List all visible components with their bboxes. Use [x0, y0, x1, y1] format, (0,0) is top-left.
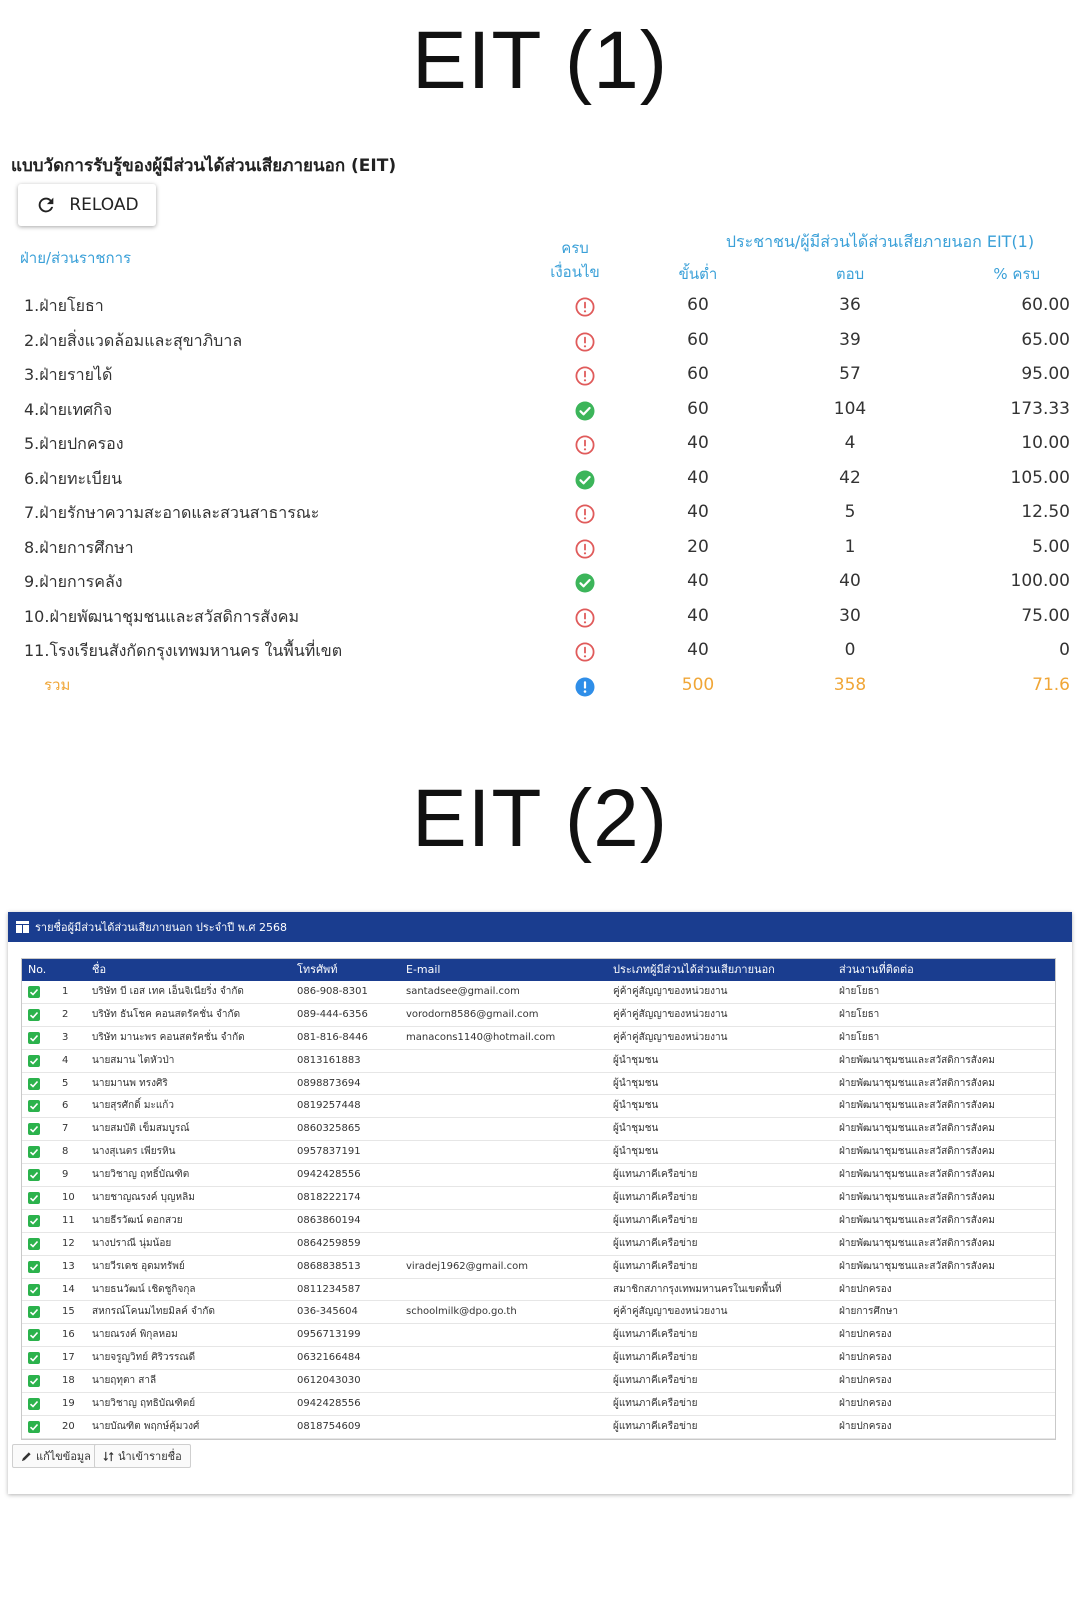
- check-icon[interactable]: [28, 1100, 40, 1112]
- cell-name: นายธีรวัฒน์ ดอกสวย: [92, 1214, 183, 1226]
- grid-header: [22, 959, 1055, 981]
- department-row: [0, 633, 1080, 668]
- table-row[interactable]: [22, 1233, 1055, 1256]
- cell-type: ผู้นำชุมชน: [613, 1054, 659, 1066]
- table-row[interactable]: [22, 1141, 1055, 1164]
- answered-value: 36: [839, 295, 861, 315]
- answered-value: 4: [844, 433, 856, 453]
- cell-tel: 081-816-8446: [297, 1031, 368, 1043]
- cell-type: คู่ค้าคู่สัญญาของหน่วยงาน: [613, 1031, 728, 1043]
- cell-dept: ฝ่ายปกครอง: [839, 1375, 892, 1387]
- stakeholder-grid: [21, 958, 1056, 1440]
- check-icon[interactable]: [28, 1009, 40, 1021]
- cell-dept: ฝ่ายพัฒนาชุมชนและสวัสดิการสังคม: [839, 1146, 995, 1158]
- cell-type: ผู้แทนภาคีเครือข่าย: [613, 1237, 698, 1249]
- minimum-value: 40: [687, 502, 709, 522]
- department-name: 4.ฝ่ายเทศกิจ: [24, 399, 113, 419]
- department-row: [0, 599, 1080, 634]
- cell-name: นายบัณฑิต พฤกษ์คุ้มวงศ์: [92, 1420, 200, 1432]
- cell-email: schoolmilk@dpo.go.th: [406, 1306, 517, 1318]
- check-icon[interactable]: [28, 1329, 40, 1341]
- table-row[interactable]: [22, 1324, 1055, 1347]
- cell-dept: ฝ่ายปกครอง: [839, 1283, 892, 1295]
- check-icon[interactable]: [28, 1215, 40, 1227]
- answered-value: 42: [839, 467, 861, 488]
- answered-value: 358: [833, 674, 867, 695]
- cell-dept: ฝ่ายพัฒนาชุมชนและสวัสดิการสังคม: [839, 1237, 995, 1249]
- condition-status: [575, 539, 595, 559]
- cell-no: 1: [62, 986, 69, 997]
- cell-no: 13: [62, 1260, 75, 1272]
- cell-no: 2: [62, 1008, 69, 1020]
- table-row[interactable]: [22, 1118, 1055, 1141]
- department-name: 5.ฝ่ายปกครอง: [24, 434, 124, 453]
- percent-value: 65.00: [1021, 329, 1070, 350]
- panel-title: รายชื่อผู้มีส่วนได้ส่วนเสียภายนอก ประจำปี พ.ศ 2568: [35, 921, 287, 934]
- cell-name: นายสมบัติ เข็มสมบูรณ์: [92, 1123, 190, 1135]
- cell-email: santadsee@gmail.com: [406, 986, 520, 997]
- cell-dept: ฝ่ายโยธา: [839, 1031, 880, 1043]
- cell-no: 11: [62, 1214, 75, 1226]
- table-row[interactable]: [22, 1370, 1055, 1393]
- cell-name: นายฤทุตา สาลี: [92, 1375, 157, 1387]
- cell-type: ผู้แทนภาคีเครือข่าย: [613, 1192, 698, 1204]
- cell-name: นายชาญณรงค์ บุญหลิม: [92, 1192, 195, 1204]
- answered-value: 30: [839, 605, 861, 626]
- check-icon[interactable]: [28, 1421, 40, 1433]
- cell-type: ผู้นำชุมชน: [613, 1077, 659, 1089]
- cell-type: คู่ค้าคู่สัญญาของหน่วยงาน: [613, 1008, 728, 1020]
- cell-dept: ฝ่ายพัฒนาชุมชนและสวัสดิการสังคม: [839, 1123, 995, 1135]
- cell-type: ผู้แทนภาคีเครือข่าย: [613, 1329, 698, 1341]
- department-name: 9.ฝ่ายการคลัง: [24, 572, 123, 591]
- check-icon[interactable]: [28, 1192, 40, 1204]
- condition-status: [575, 573, 595, 593]
- alert-circle-icon: [575, 435, 595, 455]
- cell-name: นายวีรเดช อุดมทรัพย์: [92, 1260, 185, 1272]
- total-row: [0, 668, 1080, 703]
- minimum-value: 40: [687, 467, 709, 488]
- cell-name: นายณรงค์ พิกุลหอม: [92, 1329, 178, 1341]
- minimum-value: 40: [687, 571, 709, 591]
- cell-tel: 0864259859: [297, 1237, 361, 1249]
- check-circle-icon: [575, 401, 595, 421]
- check-icon[interactable]: [28, 1032, 40, 1044]
- cell-email: manacons1140@hotmail.com: [406, 1031, 556, 1043]
- grid-col-tel[interactable]: โทรศัพท์: [297, 963, 338, 976]
- department-row: [0, 357, 1080, 392]
- cell-no: 18: [62, 1375, 75, 1387]
- alert-circle-icon: [575, 504, 595, 524]
- table-row[interactable]: [22, 1050, 1055, 1073]
- cell-no: 4: [62, 1054, 69, 1066]
- grid-col-email[interactable]: E-mail: [406, 963, 441, 976]
- cell-no: 16: [62, 1329, 75, 1341]
- check-icon[interactable]: [28, 1306, 40, 1318]
- cell-tel: 0813161883: [297, 1054, 361, 1066]
- check-icon[interactable]: [28, 1352, 40, 1364]
- cell-name: บริษัท มานะพร คอนสตรัคชั่น จำกัด: [92, 1031, 245, 1043]
- answered-value: 0: [844, 640, 856, 660]
- cell-name: นายธนวัฒน์ เชิดชูกิจกุล: [92, 1283, 196, 1295]
- condition-status: [575, 332, 595, 352]
- check-icon[interactable]: [28, 1238, 40, 1250]
- cell-type: ผู้นำชุมชน: [613, 1146, 659, 1158]
- department-name: 1.ฝ่ายโยธา: [24, 296, 104, 315]
- check-icon[interactable]: [28, 1375, 40, 1387]
- percent-value: 60.00: [1021, 295, 1070, 315]
- minimum-value: 60: [687, 364, 709, 384]
- cell-type: ผู้แทนภาคีเครือข่าย: [613, 1352, 698, 1364]
- cell-type: ผู้แทนภาคีเครือข่าย: [613, 1420, 698, 1432]
- cell-tel: 0819257448: [297, 1100, 361, 1112]
- table-row[interactable]: [22, 1210, 1055, 1233]
- department-name: 7.ฝ่ายรักษาความสะอาดและสวนสาธารณะ: [24, 503, 320, 522]
- answered-value: 40: [839, 571, 861, 591]
- reload-icon: [35, 194, 57, 216]
- pencil-icon: [21, 1451, 32, 1462]
- cell-tel: 0942428556: [297, 1398, 361, 1410]
- cell-name: สหกรณ์โคนมไทยมิลค์ จำกัด: [92, 1306, 215, 1318]
- department-row: [0, 461, 1080, 496]
- cell-tel: 0957837191: [297, 1146, 361, 1158]
- table-row[interactable]: [22, 1187, 1055, 1210]
- alert-circle-icon: [575, 642, 595, 662]
- cell-dept: ฝ่ายปกครอง: [839, 1352, 892, 1364]
- condition-status: [575, 504, 595, 524]
- col-department-header: ฝ่าย/ส่วนราชการ: [20, 249, 132, 267]
- condition-status: [575, 608, 595, 628]
- cell-dept: ฝ่ายพัฒนาชุมชนและสวัสดิการสังคม: [839, 1214, 995, 1226]
- check-icon[interactable]: [28, 1146, 40, 1158]
- cell-type: สมาชิกสภากรุงเทพมหานครในเขตพื้นที่: [613, 1283, 782, 1295]
- department-row: [0, 530, 1080, 565]
- table-row[interactable]: [22, 1416, 1055, 1439]
- swap-icon: [103, 1451, 114, 1462]
- check-circle-icon: [575, 573, 595, 593]
- condition-status: [575, 677, 595, 697]
- cell-name: นายมานพ ทรงศิริ: [92, 1077, 168, 1089]
- cell-dept: ฝ่ายปกครอง: [839, 1420, 892, 1432]
- check-icon[interactable]: [28, 1078, 40, 1090]
- department-name: 8.ฝ่ายการศึกษา: [24, 537, 134, 557]
- cell-tel: 0956713199: [297, 1329, 361, 1341]
- grid-col-dept[interactable]: ส่วนงานที่ติดต่อ: [839, 963, 914, 976]
- cell-email: viradej1962@gmail.com: [406, 1260, 528, 1272]
- cell-name: บริษัท บี เอส เทค เอ็นจิเนียริ่ง จำกัด: [92, 986, 244, 997]
- cell-name: นายวิชาญ ฤทธิ์บัณฑิต: [92, 1169, 190, 1181]
- alert-circle-icon: [575, 297, 595, 317]
- cell-no: 6: [62, 1100, 69, 1112]
- col-condition-header: [545, 236, 605, 284]
- table-row[interactable]: [22, 1256, 1055, 1279]
- check-icon[interactable]: [28, 1169, 40, 1181]
- check-icon[interactable]: [28, 986, 40, 998]
- cell-no: 8: [62, 1146, 69, 1158]
- check-icon[interactable]: [28, 1261, 40, 1273]
- cell-type: ผู้แทนภาคีเครือข่าย: [613, 1375, 698, 1387]
- cell-dept: ฝ่ายโยธา: [839, 1008, 880, 1020]
- cell-type: คู่ค้าคู่สัญญาของหน่วยงาน: [613, 986, 728, 997]
- cell-dept: ฝ่ายพัฒนาชุมชนและสวัสดิการสังคม: [839, 1100, 995, 1112]
- cell-tel: 089-444-6356: [297, 1008, 368, 1020]
- minimum-value: 40: [687, 605, 709, 626]
- edit-button[interactable]: [12, 1444, 100, 1468]
- table-row[interactable]: [22, 1347, 1055, 1370]
- percent-value: 0: [1059, 640, 1070, 660]
- col-answered-header: ตอบ: [835, 265, 865, 283]
- import-label: นำเข้ารายชื่อ: [118, 1450, 182, 1463]
- cell-name: นายวิชาญ ฤทธิบัณฑิตย์: [92, 1398, 196, 1410]
- cell-name: นายสมาน ไตหัวป่า: [92, 1054, 175, 1066]
- cell-no: 19: [62, 1398, 75, 1410]
- department-row: [0, 426, 1080, 461]
- table-row[interactable]: [22, 1301, 1055, 1324]
- cell-type: ผู้แทนภาคีเครือข่าย: [613, 1214, 698, 1226]
- cell-no: 20: [62, 1420, 75, 1432]
- cell-dept: ฝ่ายพัฒนาชุมชนและสวัสดิการสังคม: [839, 1077, 995, 1089]
- department-row: [0, 564, 1080, 599]
- percent-value: 95.00: [1021, 364, 1070, 384]
- check-icon[interactable]: [28, 1284, 40, 1296]
- department-row: [0, 495, 1080, 530]
- cell-name: บริษัท ธันโชค คอนสตรัคชั่น จำกัด: [92, 1008, 241, 1020]
- cell-tel: 0868838513: [297, 1260, 361, 1272]
- percent-value: 173.33: [1010, 398, 1070, 419]
- grid-col-no[interactable]: No.: [28, 963, 47, 976]
- grid-col-name[interactable]: ชื่อ: [92, 963, 107, 976]
- table-row[interactable]: [22, 1393, 1055, 1416]
- info-circle-icon: [575, 677, 595, 697]
- survey-heading: แบบวัดการรับรู้ของผู้มีส่วนได้ส่วนเสียภายนอก (EIT): [11, 156, 397, 176]
- department-name: 2.ฝ่ายสิ่งแวดล้อมและสุขาภิบาล: [24, 330, 243, 350]
- section2-title: EIT (2): [411, 773, 669, 864]
- condition-status: [575, 297, 595, 317]
- minimum-value: 60: [687, 329, 709, 350]
- import-button[interactable]: [94, 1444, 191, 1468]
- cell-type: ผู้แทนภาคีเครือข่าย: [613, 1260, 698, 1272]
- alert-circle-icon: [575, 539, 595, 559]
- list-icon: [16, 921, 29, 933]
- alert-circle-icon: [575, 366, 595, 386]
- answered-value: 1: [844, 536, 856, 557]
- panel-header: [8, 912, 1072, 942]
- percent-value: 71.6: [1032, 674, 1070, 695]
- table-row[interactable]: [22, 1004, 1055, 1027]
- col-condition-line2: เงื่อนไข: [550, 263, 600, 281]
- cell-tel: 0818222174: [297, 1192, 361, 1204]
- col-condition-line1: ครบ: [561, 239, 589, 257]
- cell-dept: ฝ่ายพัฒนาชุมชนและสวัสดิการสังคม: [839, 1192, 995, 1204]
- alert-circle-icon: [575, 608, 595, 628]
- cell-name: นายสุรศักดิ์ มะแก้ว: [92, 1100, 174, 1112]
- cell-dept: ฝ่ายการศึกษา: [839, 1306, 898, 1318]
- table-row[interactable]: [22, 1279, 1055, 1302]
- answered-value: 39: [839, 329, 861, 350]
- cell-name: นางปราณี นุ่มน้อย: [92, 1237, 172, 1249]
- minimum-value: 60: [687, 398, 709, 419]
- cell-type: ผู้นำชุมชน: [613, 1100, 659, 1112]
- col-minimum-header: ขั้นต่ำ: [678, 265, 718, 283]
- check-circle-icon: [575, 470, 595, 490]
- cell-type: คู่ค้าคู่สัญญาของหน่วยงาน: [613, 1306, 728, 1318]
- department-name: 10.ฝ่ายพัฒนาชุมชนและสวัสดิการสังคม: [24, 606, 300, 626]
- department-row: [0, 392, 1080, 427]
- cell-tel: 0818754609: [297, 1420, 361, 1432]
- minimum-value: 40: [687, 640, 709, 660]
- reload-button[interactable]: [18, 184, 156, 226]
- cell-tel: 0898873694: [297, 1077, 361, 1089]
- percent-value: 100.00: [1010, 571, 1070, 591]
- table-row[interactable]: [22, 1164, 1055, 1187]
- condition-status: [575, 401, 595, 421]
- cell-dept: ฝ่ายโยธา: [839, 986, 880, 997]
- edit-label: แก้ไขข้อมูล: [36, 1450, 91, 1463]
- table-row[interactable]: [22, 981, 1055, 1004]
- condition-status: [575, 435, 595, 455]
- check-icon[interactable]: [28, 1055, 40, 1067]
- col-percent-header: % ครบ: [993, 265, 1040, 283]
- alert-circle-icon: [575, 332, 595, 352]
- cell-tel: 036-345604: [297, 1306, 358, 1318]
- percent-value: 12.50: [1021, 502, 1070, 522]
- department-row: [0, 288, 1080, 323]
- cell-no: 9: [62, 1169, 69, 1181]
- condition-status: [575, 470, 595, 490]
- group-header: ประชาชน/ผู้มีส่วนได้ส่วนเสียภายนอก EIT(1): [725, 232, 1035, 251]
- cell-no: 7: [62, 1123, 69, 1135]
- cell-no: 5: [62, 1077, 69, 1089]
- cell-name: นายจรูญวิทย์ ศิริวรรณดี: [92, 1352, 196, 1364]
- check-icon[interactable]: [28, 1398, 40, 1410]
- cell-dept: ฝ่ายปกครอง: [839, 1329, 892, 1341]
- section1-title: EIT (1): [411, 15, 669, 106]
- percent-value: 10.00: [1021, 433, 1070, 453]
- cell-tel: 0942428556: [297, 1169, 361, 1181]
- table-row[interactable]: [22, 1095, 1055, 1118]
- cell-no: 14: [62, 1283, 75, 1295]
- cell-type: ผู้แทนภาคีเครือข่าย: [613, 1398, 698, 1410]
- table-row[interactable]: [22, 1073, 1055, 1096]
- percent-value: 5.00: [1032, 536, 1070, 557]
- minimum-value: 60: [687, 295, 709, 315]
- cell-email: vorodorn8586@gmail.com: [406, 1008, 539, 1020]
- answered-value: 5: [844, 502, 856, 522]
- minimum-value: 500: [681, 674, 715, 695]
- stakeholder-panel: [8, 912, 1072, 1494]
- department-name: 6.ฝ่ายทะเบียน: [24, 468, 123, 488]
- reload-label: RELOAD: [69, 195, 139, 215]
- department-name: 11.โรงเรียนสังกัดกรุงเทพมหานคร ในพื้นที่เขต: [24, 641, 343, 660]
- percent-value: 75.00: [1021, 605, 1070, 626]
- cell-type: ผู้แทนภาคีเครือข่าย: [613, 1169, 698, 1181]
- cell-tel: 0863860194: [297, 1214, 361, 1226]
- department-row: [0, 323, 1080, 358]
- cell-tel: 0860325865: [297, 1123, 361, 1135]
- condition-status: [575, 642, 595, 662]
- cell-dept: ฝ่ายปกครอง: [839, 1398, 892, 1410]
- table-row[interactable]: [22, 1027, 1055, 1050]
- cell-no: 3: [62, 1031, 69, 1043]
- minimum-value: 20: [687, 536, 709, 557]
- check-icon[interactable]: [28, 1123, 40, 1135]
- grid-body: [22, 981, 1055, 1439]
- cell-no: 10: [62, 1192, 75, 1204]
- percent-value: 105.00: [1010, 467, 1070, 488]
- cell-no: 17: [62, 1352, 75, 1364]
- cell-tel: 086-908-8301: [297, 986, 368, 997]
- cell-no: 12: [62, 1237, 75, 1249]
- cell-tel: 0632166484: [297, 1352, 361, 1364]
- grid-col-type[interactable]: ประเภทผู้มีส่วนได้ส่วนเสียภายนอก: [613, 963, 775, 976]
- condition-status: [575, 366, 595, 386]
- cell-dept: ฝ่ายพัฒนาชุมชนและสวัสดิการสังคม: [839, 1169, 995, 1181]
- cell-no: 15: [62, 1306, 75, 1318]
- answered-value: 57: [839, 364, 861, 384]
- answered-value: 104: [833, 398, 867, 419]
- department-name: 3.ฝ่ายรายได้: [24, 365, 113, 384]
- cell-tel: 0811234587: [297, 1283, 361, 1295]
- cell-tel: 0612043030: [297, 1375, 361, 1387]
- cell-dept: ฝ่ายพัฒนาชุมชนและสวัสดิการสังคม: [839, 1054, 995, 1066]
- minimum-value: 40: [687, 433, 709, 453]
- department-name: รวม: [44, 675, 71, 694]
- cell-dept: ฝ่ายพัฒนาชุมชนและสวัสดิการสังคม: [839, 1260, 995, 1272]
- cell-type: ผู้นำชุมชน: [613, 1123, 659, 1135]
- cell-name: นางสุเนตร เพียรหิน: [92, 1146, 176, 1158]
